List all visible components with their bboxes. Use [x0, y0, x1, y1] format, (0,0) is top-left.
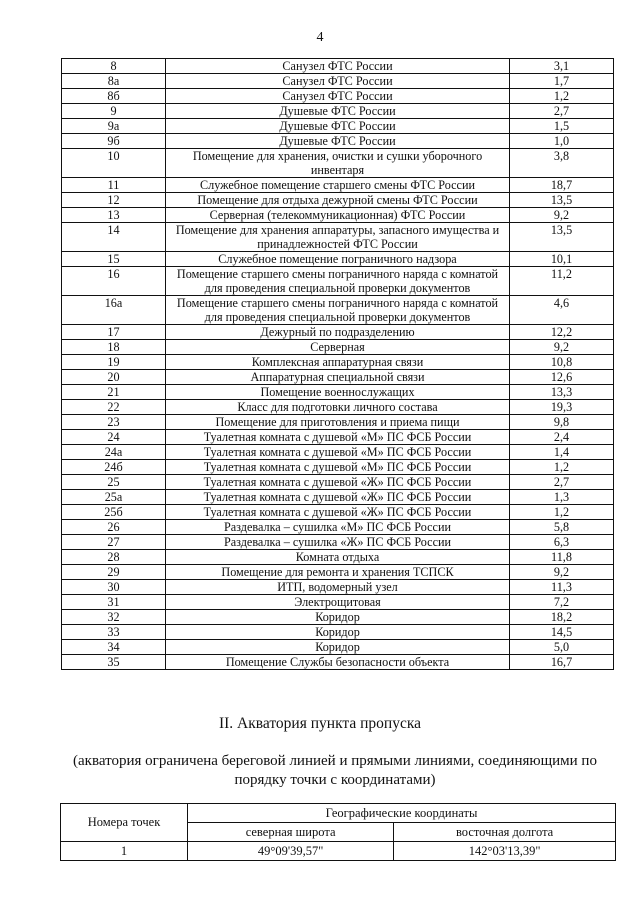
table-row — [62, 355, 614, 370]
room-area-cell: 4,6 — [510, 296, 614, 325]
room-name-cell: Помещение Службы безопасности объекта — [166, 655, 510, 670]
table-row — [62, 565, 614, 580]
section-title: II. Акватория пункта пропуска — [218, 715, 422, 732]
table-row — [62, 535, 614, 550]
room-area-cell: 18,2 — [510, 610, 614, 625]
room-name-cell: Душевые ФТС России — [166, 134, 510, 149]
room-area-cell: 1,0 — [510, 134, 614, 149]
room-name-cell: Помещение старшего смены пограничного наряда с комнатой для проведения специальной проверки документов — [166, 267, 510, 296]
room-name-cell: Комната отдыха — [166, 550, 510, 565]
room-area-cell: 1,5 — [510, 119, 614, 134]
room-number-cell: 33 — [62, 625, 166, 640]
room-number-cell: 9а — [62, 119, 166, 134]
room-area-cell: 9,2 — [510, 565, 614, 580]
table-row — [62, 340, 614, 355]
room-number-cell: 8 — [62, 59, 166, 74]
room-number-cell: 9б — [62, 134, 166, 149]
room-area-cell: 5,8 — [510, 520, 614, 535]
room-number-cell: 17 — [62, 325, 166, 340]
room-name-cell: Туалетная комната с душевой «Ж» ПС ФСБ России — [166, 475, 510, 490]
room-number-cell: 23 — [62, 415, 166, 430]
page-number: 4 — [316, 30, 324, 45]
room-area-cell: 6,3 — [510, 535, 614, 550]
room-name-cell: Санузел ФТС России — [166, 89, 510, 104]
room-name-cell: Туалетная комната с душевой «Ж» ПС ФСБ России — [166, 505, 510, 520]
longitude-cell: 142°03'13,39" — [394, 842, 616, 861]
room-number-cell: 16 — [62, 267, 166, 296]
room-name-cell: ИТП, водомерный узел — [166, 580, 510, 595]
room-area-cell: 12,6 — [510, 370, 614, 385]
room-area-cell: 2,7 — [510, 475, 614, 490]
room-name-cell: Помещение военнослужащих — [166, 385, 510, 400]
room-area-cell: 7,2 — [510, 595, 614, 610]
room-number-cell: 20 — [62, 370, 166, 385]
table-row — [62, 655, 614, 670]
room-name-cell: Помещение старшего смены пограничного наряда с комнатой для проведения специальной проверки документов — [166, 296, 510, 325]
coordinates-table-body — [61, 842, 616, 861]
room-number-cell: 29 — [62, 565, 166, 580]
table-row — [62, 223, 614, 252]
table-row — [61, 842, 616, 861]
table-row — [62, 385, 614, 400]
table-row — [62, 252, 614, 267]
room-area-cell: 2,7 — [510, 104, 614, 119]
room-name-cell: Коридор — [166, 640, 510, 655]
table-row — [62, 610, 614, 625]
room-number-cell: 32 — [62, 610, 166, 625]
table-row — [62, 520, 614, 535]
table-row — [62, 104, 614, 119]
room-name-cell: Туалетная комната с душевой «М» ПС ФСБ России — [166, 430, 510, 445]
table-row — [62, 59, 614, 74]
coordinates-header-row — [61, 804, 616, 823]
table-row — [62, 640, 614, 655]
room-number-cell: 25б — [62, 505, 166, 520]
room-number-cell: 22 — [62, 400, 166, 415]
room-name-cell: Помещение для отдыха дежурной смены ФТС России — [166, 193, 510, 208]
room-name-cell: Серверная — [166, 340, 510, 355]
section-note: (акватория ограничена береговой линией и прямыми линиями, соединяющими по порядку точки с координатами) — [73, 753, 597, 788]
room-area-cell: 11,2 — [510, 267, 614, 296]
room-name-cell: Коридор — [166, 610, 510, 625]
room-name-cell: Электрощитовая — [166, 595, 510, 610]
room-name-cell: Помещение для ремонта и хранения ТСПСК — [166, 565, 510, 580]
room-number-cell: 10 — [62, 149, 166, 178]
table-row — [62, 134, 614, 149]
table-row — [62, 490, 614, 505]
coordinates-table — [60, 803, 616, 861]
table-row — [62, 149, 614, 178]
longitude-header: восточная долгота — [394, 823, 616, 842]
room-area-cell: 3,8 — [510, 149, 614, 178]
room-area-cell: 16,7 — [510, 655, 614, 670]
room-number-cell: 30 — [62, 580, 166, 595]
table-row — [62, 460, 614, 475]
room-name-cell: Санузел ФТС России — [166, 74, 510, 89]
table-row — [62, 89, 614, 104]
latitude-cell: 49°09'39,57" — [188, 842, 394, 861]
room-area-cell: 11,3 — [510, 580, 614, 595]
room-area-cell: 9,2 — [510, 208, 614, 223]
room-number-cell: 14 — [62, 223, 166, 252]
room-name-cell: Комплексная аппаратурная связи — [166, 355, 510, 370]
table-row — [62, 430, 614, 445]
room-area-cell: 13,5 — [510, 193, 614, 208]
room-number-cell: 24а — [62, 445, 166, 460]
room-number-cell: 11 — [62, 178, 166, 193]
room-area-cell: 1,7 — [510, 74, 614, 89]
room-area-cell: 13,3 — [510, 385, 614, 400]
room-number-cell: 8б — [62, 89, 166, 104]
room-area-cell: 1,2 — [510, 505, 614, 520]
coordinates-header: Географические координаты — [188, 804, 616, 823]
room-name-cell: Дежурный по подразделению — [166, 325, 510, 340]
table-row — [62, 296, 614, 325]
table-row — [62, 415, 614, 430]
table-row — [62, 178, 614, 193]
room-area-cell: 14,5 — [510, 625, 614, 640]
room-number-cell: 19 — [62, 355, 166, 370]
room-name-cell: Душевые ФТС России — [166, 104, 510, 119]
room-area-cell: 5,0 — [510, 640, 614, 655]
table-row — [62, 193, 614, 208]
room-name-cell: Раздевалка – сушилка «М» ПС ФСБ России — [166, 520, 510, 535]
room-number-cell: 25 — [62, 475, 166, 490]
room-number-cell: 18 — [62, 340, 166, 355]
room-number-cell: 25а — [62, 490, 166, 505]
table-row — [62, 505, 614, 520]
room-area-cell: 9,2 — [510, 340, 614, 355]
room-area-cell: 2,4 — [510, 430, 614, 445]
room-number-cell: 15 — [62, 252, 166, 267]
table-row — [62, 208, 614, 223]
room-name-cell: Коридор — [166, 625, 510, 640]
room-name-cell: Душевые ФТС России — [166, 119, 510, 134]
room-number-cell: 16а — [62, 296, 166, 325]
room-area-cell: 18,7 — [510, 178, 614, 193]
room-name-cell: Санузел ФТС России — [166, 59, 510, 74]
room-area-cell: 1,2 — [510, 460, 614, 475]
room-number-cell: 9 — [62, 104, 166, 119]
table-row — [62, 370, 614, 385]
table-row — [62, 119, 614, 134]
room-area-cell: 19,3 — [510, 400, 614, 415]
room-number-cell: 24 — [62, 430, 166, 445]
room-area-cell: 3,1 — [510, 59, 614, 74]
table-row — [62, 580, 614, 595]
room-area-cell: 1,2 — [510, 89, 614, 104]
room-name-cell: Аппаратурная специальной связи — [166, 370, 510, 385]
room-number-cell: 13 — [62, 208, 166, 223]
room-area-cell: 10,8 — [510, 355, 614, 370]
room-number-cell: 35 — [62, 655, 166, 670]
room-name-cell: Класс для подготовки личного состава — [166, 400, 510, 415]
table-row — [62, 595, 614, 610]
table-row — [62, 445, 614, 460]
rooms-table-body — [62, 59, 614, 670]
point-number-cell: 1 — [61, 842, 188, 861]
room-name-cell: Туалетная комната с душевой «М» ПС ФСБ России — [166, 445, 510, 460]
room-area-cell: 10,1 — [510, 252, 614, 267]
room-name-cell: Туалетная комната с душевой «Ж» ПС ФСБ России — [166, 490, 510, 505]
table-row — [62, 325, 614, 340]
room-name-cell: Раздевалка – сушилка «Ж» ПС ФСБ России — [166, 535, 510, 550]
room-name-cell: Серверная (телекоммуникационная) ФТС России — [166, 208, 510, 223]
table-row — [62, 550, 614, 565]
room-name-cell: Служебное помещение пограничного надзора — [166, 252, 510, 267]
rooms-table — [61, 58, 614, 670]
table-row — [62, 625, 614, 640]
room-number-cell: 31 — [62, 595, 166, 610]
room-name-cell: Помещение для хранения аппаратуры, запасного имущества и принадлежностей ФТС России — [166, 223, 510, 252]
table-row — [62, 475, 614, 490]
room-number-cell: 26 — [62, 520, 166, 535]
room-number-cell: 21 — [62, 385, 166, 400]
room-number-cell: 34 — [62, 640, 166, 655]
room-area-cell: 9,8 — [510, 415, 614, 430]
room-area-cell: 11,8 — [510, 550, 614, 565]
room-name-cell: Служебное помещение старшего смены ФТС России — [166, 178, 510, 193]
room-number-cell: 28 — [62, 550, 166, 565]
room-number-cell: 24б — [62, 460, 166, 475]
points-header: Номера точек — [61, 804, 188, 842]
room-area-cell: 1,3 — [510, 490, 614, 505]
room-name-cell: Помещение для приготовления и приема пищи — [166, 415, 510, 430]
room-name-cell: Помещение для хранения, очистки и сушки уборочного инвентаря — [166, 149, 510, 178]
room-area-cell: 13,5 — [510, 223, 614, 252]
room-area-cell: 12,2 — [510, 325, 614, 340]
room-number-cell: 12 — [62, 193, 166, 208]
room-area-cell: 1,4 — [510, 445, 614, 460]
latitude-header: северная широта — [188, 823, 394, 842]
room-number-cell: 8а — [62, 74, 166, 89]
room-number-cell: 27 — [62, 535, 166, 550]
room-name-cell: Туалетная комната с душевой «М» ПС ФСБ России — [166, 460, 510, 475]
table-row — [62, 267, 614, 296]
table-row — [62, 400, 614, 415]
table-row — [62, 74, 614, 89]
